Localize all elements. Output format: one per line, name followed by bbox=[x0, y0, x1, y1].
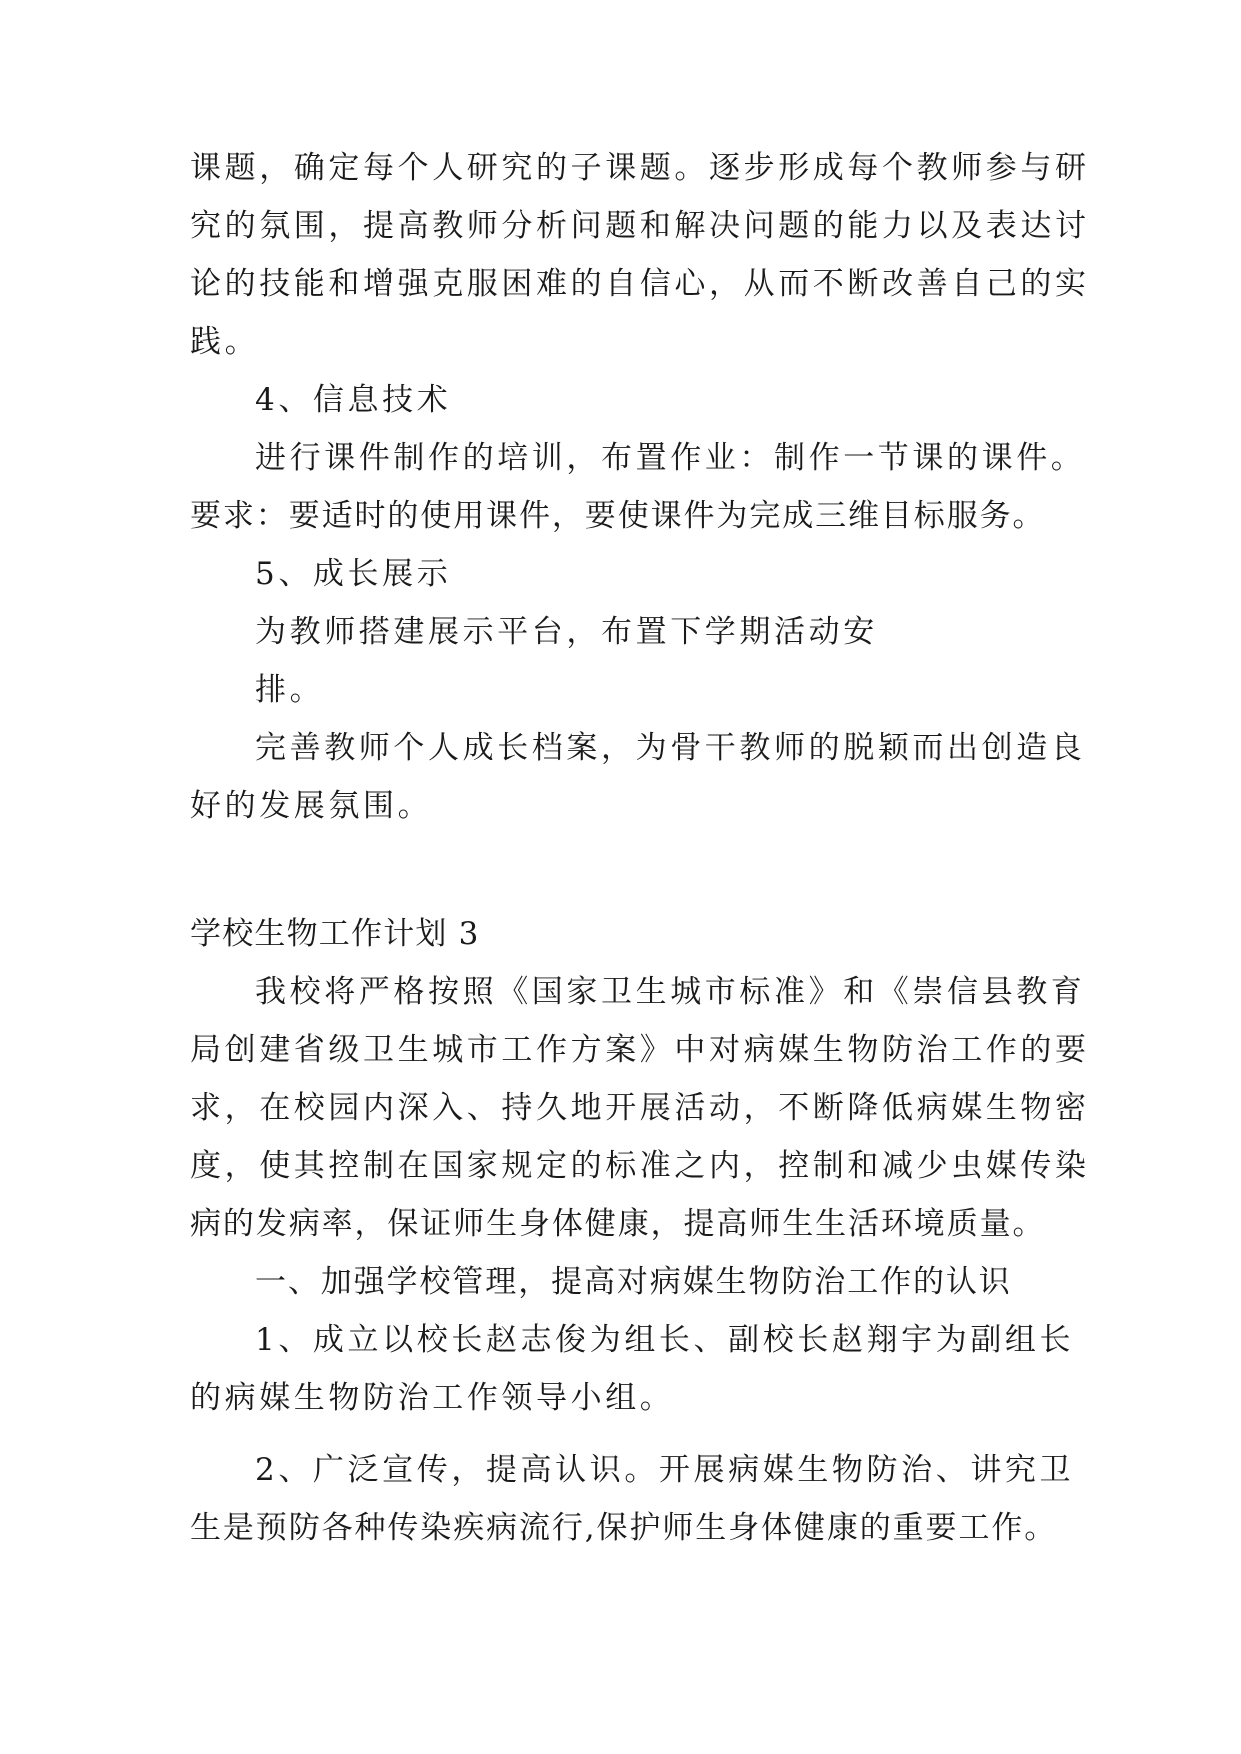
paragraph-line: 求，在校园内深入、持久地开展活动，不断降低病媒生物密 bbox=[190, 1090, 1090, 1126]
paragraph-line: 的病媒生物防治工作领导小组。 bbox=[190, 1380, 675, 1416]
paragraph-line: 2、广泛宣传，提高认识。开展病媒生物防治、讲究卫 bbox=[255, 1452, 1075, 1488]
paragraph-line: 病的发病率，保证师生身体健康，提高师生生活环境质量。 bbox=[190, 1206, 1046, 1242]
paragraph-line: 要求：要适时的使用课件，要使课件为完成三维目标服务。 bbox=[190, 498, 1046, 534]
paragraph-line: 好的发展氛围。 bbox=[190, 788, 433, 824]
paragraph-line: 论的技能和增强克服困难的自信心，从而不断改善自己的实 bbox=[190, 266, 1090, 302]
paragraph-line: 究的氛围，提高教师分析问题和解决问题的能力以及表达讨 bbox=[190, 208, 1090, 244]
paragraph-line: 课题，确定每个人研究的子课题。逐步形成每个教师参与研 bbox=[190, 150, 1090, 186]
paragraph-line: 为教师搭建展示平台，布置下学期活动安 bbox=[255, 614, 878, 650]
paragraph-line: 生是预防各种传染疾病流行,保护师生身体健康的重要工作。 bbox=[190, 1510, 1058, 1546]
section-heading: 一、加强学校管理，提高对病媒生物防治工作的认识 bbox=[255, 1264, 1012, 1300]
paragraph-line: 进行课件制作的培训，布置作业：制作一节课的课件。 bbox=[255, 440, 1086, 476]
paragraph-line: 度，使其控制在国家规定的标准之内，控制和减少虫媒传染 bbox=[190, 1148, 1090, 1184]
paragraph-line: 局创建省级卫生城市工作方案》中对病媒生物防治工作的要 bbox=[190, 1032, 1090, 1068]
paragraph-line: 践。 bbox=[190, 324, 260, 360]
paragraph-line: 1、成立以校长赵志俊为组长、副校长赵翔宇为副组长 bbox=[255, 1322, 1075, 1358]
section-title: 学校生物工作计划 3 bbox=[190, 916, 480, 952]
item-title: 5、成长展示 bbox=[255, 556, 452, 592]
paragraph-line: 完善教师个人成长档案，为骨干教师的脱颖而出创造良 bbox=[255, 730, 1086, 766]
paragraph-line: 排。 bbox=[255, 672, 325, 708]
item-title: 4、信息技术 bbox=[255, 382, 452, 418]
paragraph-line: 我校将严格按照《国家卫生城市标准》和《崇信县教育 bbox=[255, 974, 1086, 1010]
